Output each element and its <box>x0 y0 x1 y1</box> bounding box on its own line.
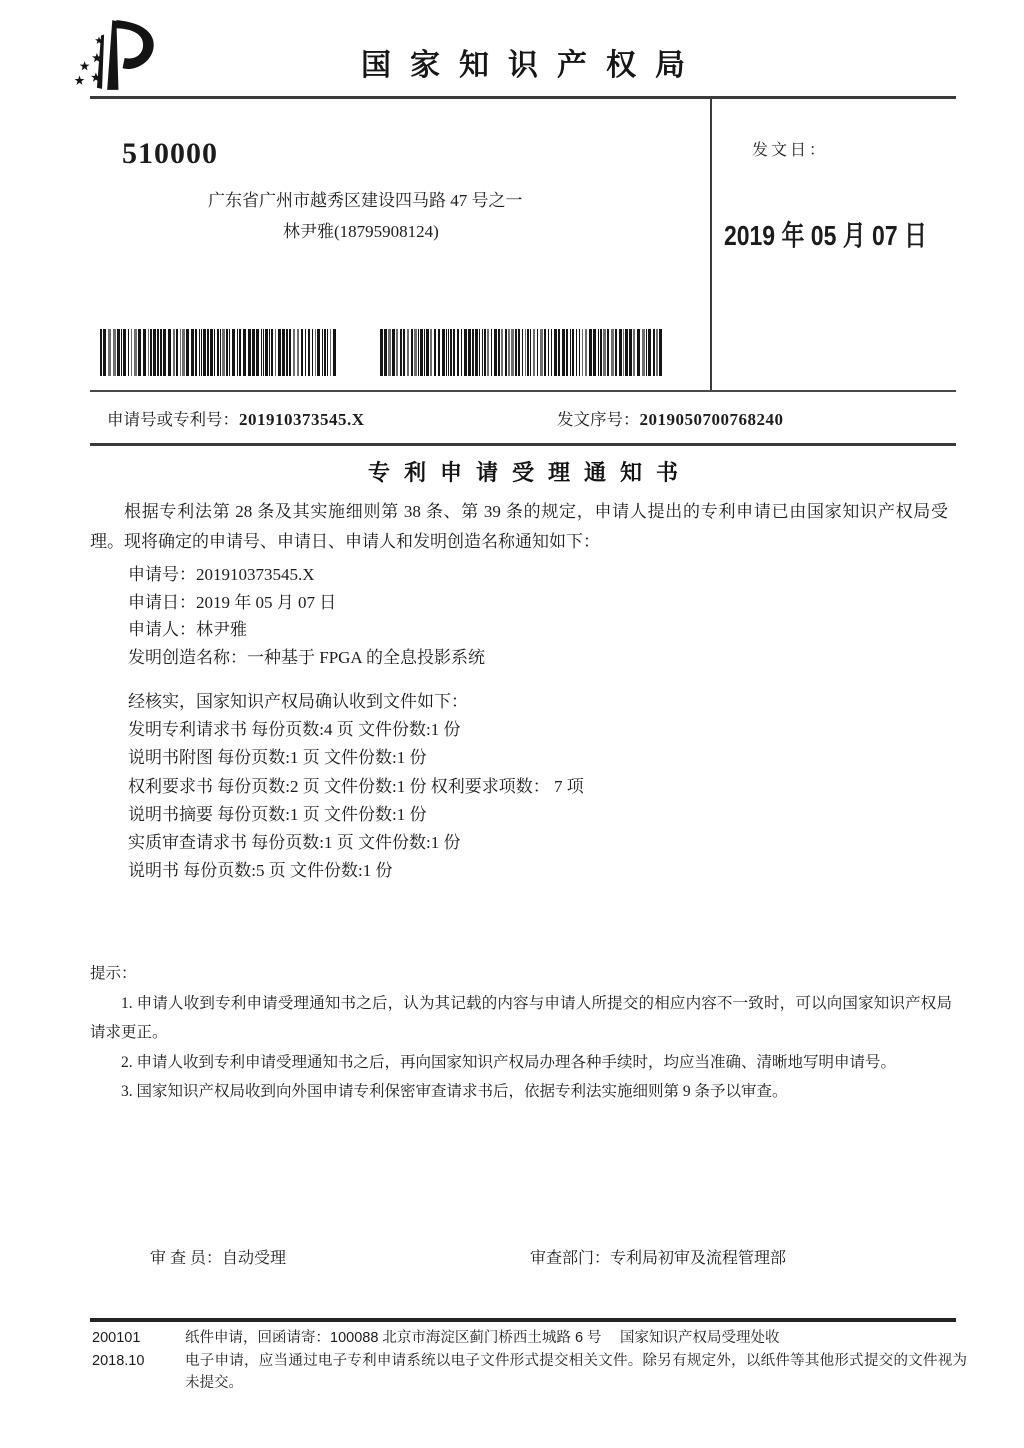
footer-form-codes <box>92 1327 172 1372</box>
received-doc-drawings: 说明书附图 每份页数:1 页 文件份数:1 份 <box>128 748 427 768</box>
agency-title: 国家知识产权局 <box>361 49 704 82</box>
tip-item-1: 1. 申请人收到专利申请受理通知书之后，认为其记载的内容与申请人所提交的相应内容不一致时，可以向国家知识产权局请求更正。 <box>90 994 952 1041</box>
footer-divider <box>90 1318 956 1322</box>
review-department-label: 审查部门： <box>530 1250 611 1267</box>
field-application-number: 申请号：201910373545.X <box>128 565 315 584</box>
dispatch-box-divider <box>710 96 712 390</box>
application-fields <box>128 561 828 671</box>
application-number <box>107 406 365 430</box>
footer-form-code: 200101 <box>92 1330 141 1346</box>
review-department <box>530 1245 786 1268</box>
received-documents <box>128 688 888 885</box>
footer-form-revision: 2018.10 <box>92 1352 145 1369</box>
footer-paper-note: 纸件申请，回函请寄：100088 北京市海淀区蓟门桥西土城路 6 号 国家知识产权局受理处收 <box>185 1330 780 1346</box>
notice-title: 专利申请受理通知书 <box>367 460 692 485</box>
notice-intro-paragraph: 根据专利法第 28 条及其实施细则第 38 条、第 39 条的规定，申请人提出的专利申请已由国家知识产权局受理。现将确定的申请号、申请日、申请人和发明创造名称通知如下： <box>90 502 948 551</box>
application-number-value: 201910373545.X <box>239 410 365 429</box>
serial-number-label: 发文序号： <box>557 410 640 429</box>
examiner <box>150 1245 286 1268</box>
received-doc-claims: 权利要求书 每份页数:2 页 文件份数:1 份 权利要求项数： 7 项 <box>128 776 584 796</box>
serial-number-value: 2019050700768240 <box>639 410 784 429</box>
header-divider <box>90 96 956 99</box>
review-row <box>90 1245 956 1271</box>
examiner-label: 审 查 员： <box>150 1250 223 1267</box>
field-invention-title: 发明创造名称：一种基于 FPGA 的全息投影系统 <box>128 647 486 667</box>
field-applicant: 申请人：林尹雅 <box>128 620 247 639</box>
serial-number <box>557 406 784 430</box>
barcode-serial <box>380 329 663 376</box>
mail-address: 广东省广州市越秀区建设四马路 47 号之一 <box>208 191 523 210</box>
dispatch-date-value: 2019 年 05 月 07 日 <box>724 220 927 251</box>
mail-recipient: 林尹雅(18795908124) <box>283 222 439 241</box>
examiner-value: 自动受理 <box>222 1250 287 1267</box>
footer-notes <box>185 1327 967 1395</box>
received-doc-description: 说明书 每份页数:5 页 文件份数:1 份 <box>128 861 393 881</box>
postal-code: 510000 <box>122 137 218 170</box>
field-application-date: 申请日：2019 年 05 月 07 日 <box>128 592 337 612</box>
received-doc-abstract: 说明书摘要 每份页数:1 页 文件份数:1 份 <box>128 804 427 824</box>
footer-electronic-note: 电子申请，应当通过电子专利申请系统以电子文件形式提交相关文件。除另有规定外，以纸件等其他形式提交的文件视为未提交。 <box>185 1352 967 1391</box>
tips-label: 提示： <box>90 965 137 982</box>
barcode-divider <box>90 390 956 392</box>
dispatch-date-label: 发文日： <box>752 142 829 159</box>
tips-section <box>90 959 952 1107</box>
barcode-application <box>100 329 337 376</box>
tip-item-2: 2. 申请人收到专利申请受理通知书之后，再向国家知识产权局办理各种手续时，均应当准确、清晰地写明申请号。 <box>121 1053 897 1071</box>
reference-row <box>90 406 956 436</box>
received-doc-request: 发明专利请求书 每份页数:4 页 文件份数:1 份 <box>128 720 461 740</box>
review-department-value: 专利局初审及流程管理部 <box>610 1250 787 1267</box>
received-intro: 经核实，国家知识产权局确认收到文件如下： <box>128 692 468 711</box>
application-number-label: 申请号或专利号： <box>107 410 239 429</box>
tip-item-3: 3. 国家知识产权局收到向外国申请专利保密审查请求书后，依据专利法实施细则第 9 条予以审查。 <box>121 1083 788 1100</box>
received-doc-exam-request: 实质审查请求书 每份页数:1 页 文件份数:1 份 <box>128 833 461 853</box>
title-divider <box>90 443 956 446</box>
